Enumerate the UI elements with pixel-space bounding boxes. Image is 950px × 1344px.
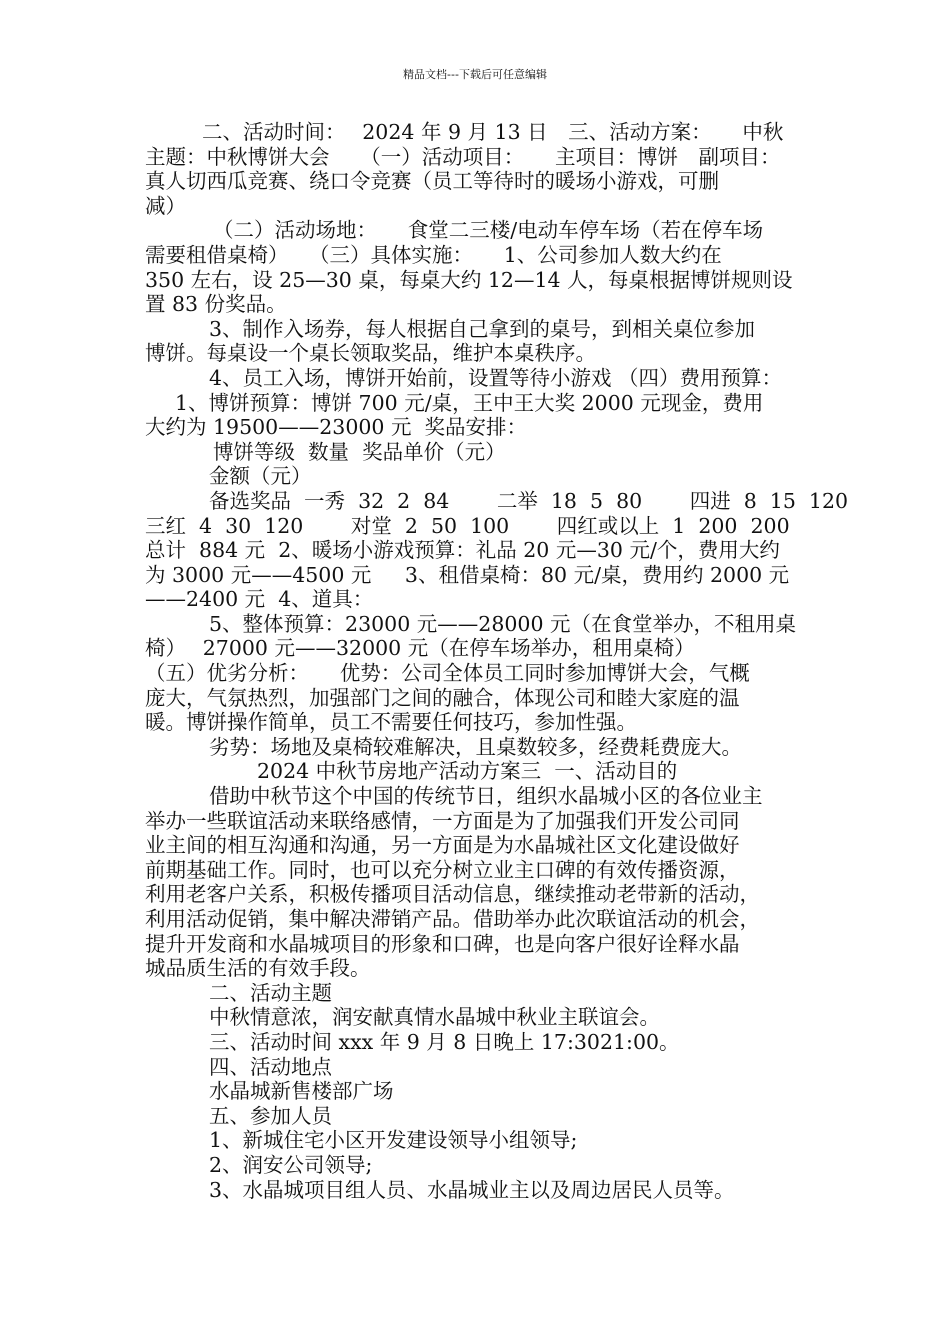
text-line: 金额（元） [209, 464, 312, 489]
table-row-line: 备选奖品 一秀 32 2 84 二举 18 5 80 四进 8 15 120 [209, 488, 849, 513]
list-item: 2、润安公司领导; [209, 1152, 373, 1177]
text-line: 椅） 27000 元——32000 元（在停车场举办，租用桌椅） [145, 636, 695, 661]
text-line: 提升开发商和水晶城项目的形象和口碑，也是向客户很好诠释水晶 [145, 931, 740, 956]
text-line: 劣势：场地及桌椅较难解决，且桌数较多，经费耗费庞大。 [209, 734, 742, 759]
text-line: 需要租借桌椅） （三）具体实施： 1、公司参加人数大约在 [145, 242, 722, 267]
text-line: 借助中秋节这个中国的传统节日，组织水晶城小区的各位业主 [209, 784, 763, 809]
list-item: 3、水晶城项目组人员、水晶城业主以及周边居民人员等。 [209, 1177, 735, 1202]
text-line: 城品质生活的有效手段。 [145, 956, 371, 981]
list-item: 1、新城住宅小区开发建设领导小组领导; [209, 1128, 578, 1153]
text-line: （二）活动场地： 食堂二三楼/电动车停车场（若在停车场 [213, 218, 764, 243]
text-line: 350 左右，设 25—30 桌，每桌大约 12—14 人，每桌根据博饼规则设 [145, 267, 793, 292]
table-row-line: 三红 4 30 120 对堂 2 50 100 四红或以上 1 200 200 [145, 513, 790, 538]
text-line: （五）优劣分析： 优势：公司全体员工同时参加博饼大会，气概 [145, 661, 750, 686]
table-header-line: 博饼等级 数量 奖品单价（元） [213, 439, 506, 464]
text-line: 置 83 份奖品。 [145, 292, 287, 317]
text-line: 减） [145, 193, 186, 218]
section-title-line: 2024 中秋节房地产活动方案三 一、活动目的 [257, 759, 678, 784]
text-line: 业主间的相互沟通和沟通，另一方面是为水晶城社区文化建设做好 [145, 833, 740, 858]
text-line: 暖。博饼操作简单，员工不需要任何技巧，参加性强。 [145, 710, 637, 735]
document-body [145, 120, 849, 1202]
text-line: ——2400 元 4、道具： [145, 587, 374, 612]
heading-line: 五、参加人员 [209, 1103, 332, 1128]
text-line: 4、员工入场，博饼开始前，设置等待小游戏 （四）费用预算： [209, 365, 783, 390]
text-line: 前期基础工作。同时，也可以充分树立业主口碑的有效传播资源， [145, 857, 740, 882]
text-line: 利用老客户关系，积极传播项目活动信息，继续推动老带新的活动， [145, 882, 760, 907]
text-line: 3、制作入场券，每人根据自己拿到的桌号，到相关桌位参加 [209, 316, 756, 341]
page-header: 精品文档---下载后可任意编辑 [403, 68, 547, 81]
heading-line: 二、活动主题 [209, 980, 332, 1005]
heading-line: 四、活动地点 [209, 1054, 332, 1079]
text-line: 真人切西瓜竞赛、绕口令竞赛（员工等待时的暖场小游戏，可删 [145, 169, 719, 194]
text-line: 1、博饼预算：博饼 700 元/桌，王中王大奖 2000 元现金，费用 [175, 390, 764, 415]
text-line: 水晶城新售楼部广场 [209, 1079, 394, 1104]
text-line: 庞大，气氛热烈，加强部门之间的融合，体现公司和睦大家庭的温 [145, 685, 740, 710]
text-line: 大约为 19500——23000 元 奖品安排： [145, 415, 527, 440]
text-line: 为 3000 元——4500 元 3、租借桌椅：80 元/桌，费用约 2000 元 [145, 562, 790, 587]
text-line: 二、活动时间： 2024 年 9 月 13 日 三、活动方案： 中秋 [202, 120, 784, 144]
text-line: 主题：中秋博饼大会 （一）活动项目： 主项目：博饼 副项目： [145, 144, 781, 169]
text-line: 博饼。每桌设一个桌长领取奖品，维护本桌秩序。 [145, 341, 596, 366]
text-line: 5、整体预算：23000 元——28000 元（在食堂举办，不租用桌 [209, 611, 797, 636]
heading-line: 三、活动时间 xxx 年 9 月 8 日晚上 17:3021:00。 [209, 1029, 680, 1054]
text-line: 利用活动促销，集中解决滞销产品。借助举办此次联谊活动的机会， [145, 907, 760, 931]
text-line: 举办一些联谊活动来联络感情，一方面是为了加强我们开发公司同 [145, 808, 740, 833]
text-line: 中秋情意浓，润安献真情水晶城中秋业主联谊会。 [209, 1005, 660, 1030]
text-line: 总计 884 元 2、暖场小游戏预算：礼品 20 元—30 元/个，费用大约 [145, 538, 780, 563]
